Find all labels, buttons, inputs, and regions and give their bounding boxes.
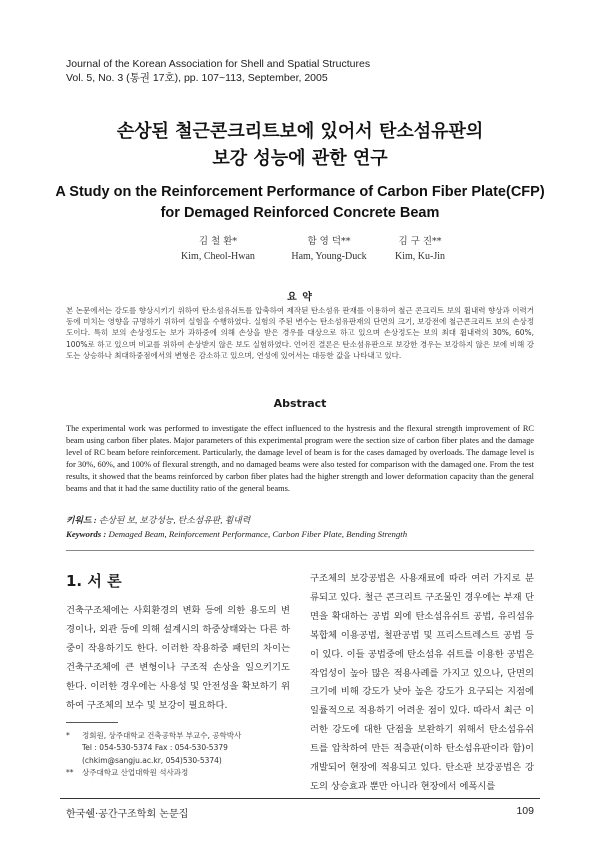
keywords-english-text: Demaged Beam, Reinforcement Performance, Carbon Fiber Plate, Bending Strength bbox=[108, 529, 408, 539]
author-2-english: Ham, Young-Duck bbox=[291, 251, 367, 262]
korean-title bbox=[0, 118, 600, 172]
english-title-line2: for Demaged Reinforced Concrete Beam bbox=[160, 205, 440, 221]
author-1-english: Kim, Cheol-Hwan bbox=[181, 251, 255, 262]
journal-volume: Vol. 5, No. 3 (통권 17호), pp. 107~113, September, 2005 bbox=[66, 72, 328, 84]
keywords-english bbox=[66, 527, 536, 541]
korean-abstract-body: 본 논문에서는 강도를 향상시키기 위하여 탄소섬유쉬트를 압축하여 제작된 탄소섬유 판재를 이용하여 철근 콘크리트 보의 휨내력 향상과 이력거동에 미치는 영향을 규명하기 위하여 실험을 수행하였다. 실험의 주된 변수는 탄소섬유판재의 단면의 크기, 보강전에 철근콘크리트 보의 손상정도이다. 특히 보의 손상정도는 보가 과하중에 의해 손상을 받은 경우를 대상으로 하고 있으며 손상정도는 보의 최대 휨내력의 30%, 60%, 100%로 하고 있으며 비교를 위하여 손상받지 않은 보도 실험하였다. 언어진 결론은 탄소섬유판으로 보강한 경우는 보강하지 않은 보에 비해 강도는 상승하나 최대하중점에서의 변형은 감소하고 있으며, 연성에 있어서는 대등한 값을 나타내고 있다. bbox=[66, 306, 534, 360]
section-1-heading: 1. 서 론 bbox=[66, 572, 122, 590]
author-3-korean: 김 구 진** bbox=[398, 236, 442, 247]
journal-header bbox=[66, 57, 370, 85]
korean-abstract-heading: 요 약 bbox=[287, 292, 313, 303]
footer-divider bbox=[60, 798, 540, 799]
english-title bbox=[0, 182, 600, 224]
keywords-block bbox=[66, 513, 536, 541]
author-2-korean: 함 영 덕** bbox=[307, 236, 351, 247]
keywords-divider bbox=[66, 550, 534, 551]
footnote-1-line: Tel : 054-530-5374 Fax : 054-530-5379 bbox=[82, 743, 228, 753]
footer-journal-name: 한국쉘·공간구조학회 논문집 bbox=[66, 809, 189, 820]
author-1-korean: 김 철 환* bbox=[198, 236, 238, 247]
page-number: 109 bbox=[516, 805, 534, 817]
english-title-line1: A Study on the Reinforcement Performance of Carbon Fiber Plate(CFP) bbox=[55, 184, 545, 200]
journal-name: Journal of the Korean Association for Shell and Spatial Structures bbox=[66, 58, 371, 70]
footnote-1-mark: * bbox=[66, 731, 70, 740]
footnote-divider bbox=[66, 722, 118, 723]
section-1-left-paragraph: 건축구조체에는 사회환경의 변화 등에 의한 용도의 변경이나, 외관 등에 의해 설계시의 하중상태와는 다른 하중이 작용하기도 한다. 이러한 작용하중 패턴의 차이는 건축구조체에 큰 변형이나 구조적 손상을 일으키기도 한다. 이러한 경우에는 사용성 및 안전성을 확보하기 위하여 구조체의 보수 및 보강이 필요하다. bbox=[66, 605, 290, 711]
section-1-right-paragraph: 구조체의 보강공법은 사용재료에 따라 여러 가지로 분류되고 있다. 철근 콘크리트 구조물인 경우에는 부재 단면을 확대하는 공법 외에 탄소섬유쉬트 공법, 유리섬유 복합체 이용공법, 철판공법 및 프리스트레스트 공법 등이 있다. 이들 공법중에 탄소섬유 쉬트를 이용한 공법은 작업성이 높아 많은 적용사례를 가지고 있으나, 단면의 크기에 비해 강도가 낮아 높은 강도가 요구되는 지점에 일률적으로 적용하기 어려운 점이 있다. 따라서 최근 이러한 강도에 대한 단점을 보완하기 위해서 탄소섬유쉬트를 압착하여 만든 적층판(이하 탄소섬유판이라 함)이 개발되어 현장에 적용되고 있다. 탄소판 보강공법은 강도의 상승효과 뿐만 아니라 현장에서 에폭시를 bbox=[310, 573, 534, 792]
korean-title-line1: 손상된 철근콘크리트보에 있어서 탄소섬유판의 bbox=[116, 121, 484, 142]
footnote-2-line: 상주대학교 산업대학원 석사과정 bbox=[82, 767, 189, 777]
footnote-1-line: 정회원, 상주대학교 건축공학부 부교수, 공학박사 bbox=[82, 731, 242, 740]
footnote-2 bbox=[66, 767, 294, 779]
keywords-korean-label: 키워드 : bbox=[66, 515, 97, 525]
keywords-korean-text: 손상된 보, 보강성능, 탄소섬유판, 휨내력 bbox=[98, 515, 251, 525]
footnotes bbox=[66, 730, 294, 779]
footnote-1-line: (chkim@sangju.ac.kr, 054)530-5374) bbox=[82, 755, 222, 765]
footnote-1 bbox=[66, 730, 294, 767]
author-3 bbox=[355, 234, 485, 264]
english-abstract-heading: Abstract bbox=[273, 397, 327, 410]
keywords-english-label: Keywords : bbox=[66, 529, 107, 539]
footnote-2-mark: ** bbox=[66, 767, 74, 777]
english-abstract-body: The experimental work was performed to investigate the effect influenced to the hystresis and the flexural strength improvement of RC beam using carbon fiber plates. Major parameters of this experimental program were the section size of carbon fiber plates and the damage level of RC beam before reinforcement. Particularly, the damage level of beam is for the cases damaged by overloads. The damage level is for 30%, 60%, and 100% of flexural strength, and no damaged beams were also tested for comparison with the damaged one. From the test results, it showed that the beams reinforced by carbon fiber plates had the higher strength and lower deformation capacity than the general beams and that it had the same ductility ratio of the general beams. bbox=[66, 424, 534, 494]
korean-title-line2: 보강 성능에 관한 연구 bbox=[212, 148, 388, 169]
keywords-korean bbox=[66, 513, 536, 527]
author-3-english: Kim, Ku-Jin bbox=[395, 251, 445, 262]
